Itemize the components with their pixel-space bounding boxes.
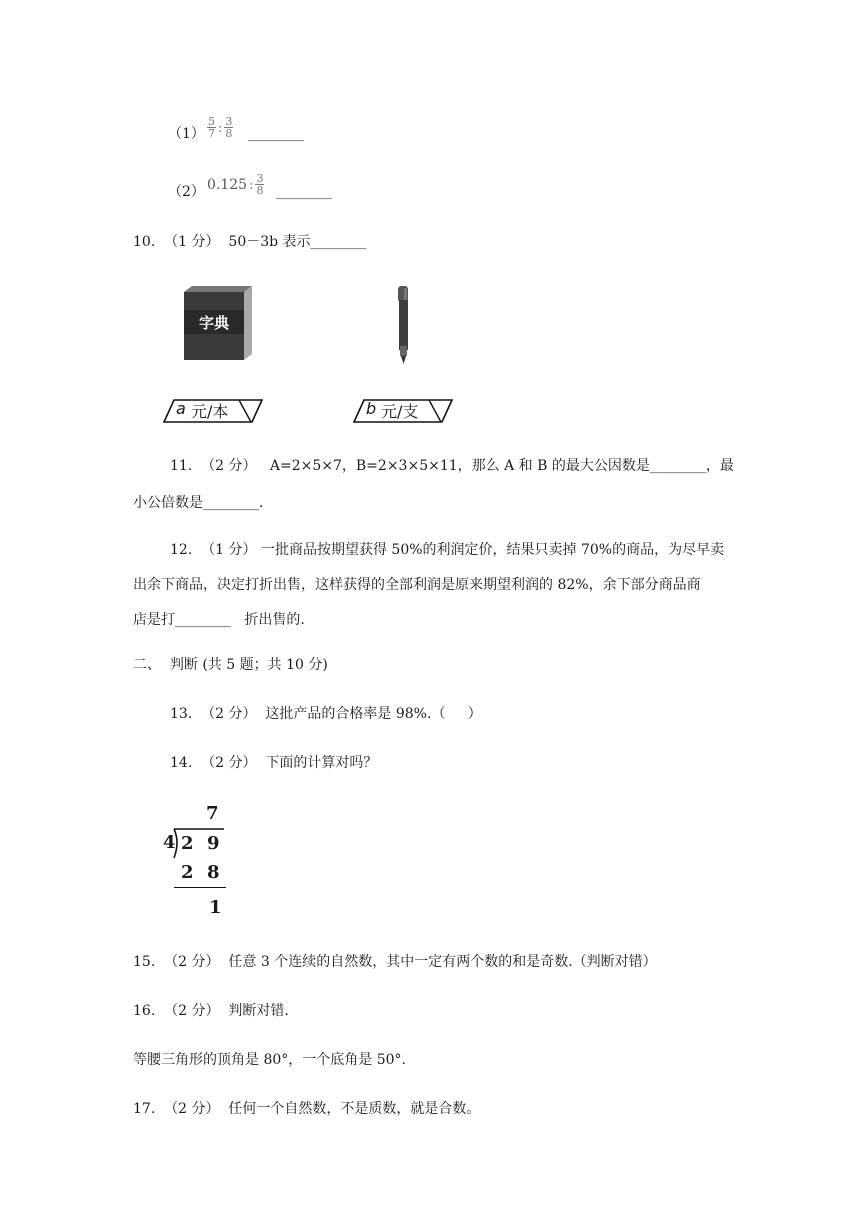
question-12-line-1: 12. （1 分） 一批商品按期望获得 50%的利润定价，结果只卖掉 70%的商品，为尽早卖 — [170, 542, 725, 558]
book-spine-text: 字典 — [198, 314, 230, 332]
division-product-tens: 2 — [181, 862, 194, 883]
tag-unit-book: 元/本 — [191, 402, 229, 421]
question-16: 16. （2 分） 判断对错. — [133, 1003, 289, 1019]
division-subtraction-line — [174, 887, 226, 888]
pen-icon — [392, 284, 412, 366]
tag-variable-b: b — [366, 399, 377, 418]
division-dividend-tens: 2 — [181, 833, 194, 854]
fraction-3-8: $\frac{3}{8}$ — [225, 115, 233, 140]
fraction-5-7: $\frac{5}{7}$ — [208, 115, 215, 140]
question-16-statement: 等腰三角形的顶角是 80°，一个底角是 50°. — [133, 1052, 406, 1068]
ratio-2-prefix: （2） — [168, 184, 205, 200]
dictionary-book-icon — [180, 286, 254, 362]
ratio-1-prefix: （1） — [168, 126, 205, 142]
question-15: 15. （2 分） 任意 3 个连续的自然数，其中一定有两个数的和是奇数.（判断对错） — [133, 954, 657, 970]
question-13: 13. （2 分） 这批产品的合格率是 98%.（ ） — [170, 706, 482, 722]
division-divisor: 4 — [163, 832, 176, 853]
question-10: 10. （1 分） 50－3b 表示________ — [133, 234, 367, 250]
tag-unit-pen: 元/支 — [381, 402, 419, 421]
question-14: 14. （2 分） 下面的计算对吗？ — [170, 755, 378, 771]
ratio-2-expression: 0.125 : $\frac{3}{8}$ — [207, 172, 264, 197]
ratio-1-blank: ________ — [248, 126, 304, 142]
ratio-2-blank: ________ — [276, 184, 332, 200]
question-12-line-3: 店是打________ 折出售的. — [133, 612, 305, 628]
tag-variable-a: a — [176, 399, 186, 418]
question-17: 17. （2 分） 任何一个自然数，不是质数，就是合数。 — [133, 1101, 481, 1117]
division-remainder: 1 — [209, 897, 222, 918]
question-12-line-2: 出余下商品，决定打折出售，这样获得的全部利润是原来期望利润的 82%，余下部分商品商 — [133, 577, 701, 593]
question-11-line-1: 11. （2 分） A=2×5×7，B=2×3×5×11，那么 A 和 B 的最大公因数是________，最 — [170, 458, 734, 474]
fraction-3-8: $\frac{3}{8}$ — [256, 172, 264, 197]
division-dividend-ones: 9 — [207, 833, 220, 854]
division-product-ones: 8 — [207, 862, 220, 883]
ratio-1-expression: $\frac{5}{7}$ : $\frac{3}{8}$ — [208, 115, 233, 140]
section-2-title: 二、 判断 (共 5 题；共 10 分) — [133, 657, 328, 673]
question-11-line-2: 小公倍数是________. — [133, 495, 264, 511]
division-quotient: 7 — [206, 803, 219, 824]
